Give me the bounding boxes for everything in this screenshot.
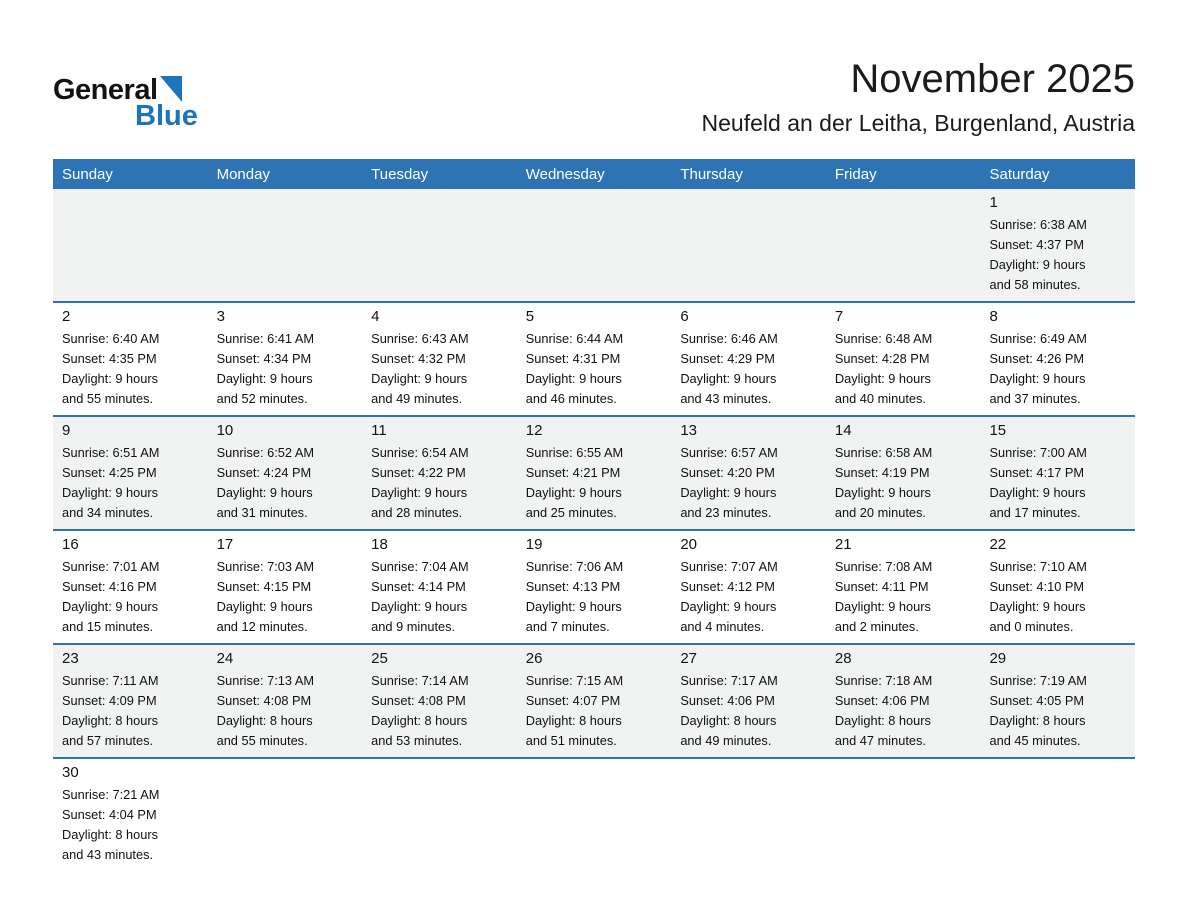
day-number: 28 [834,650,852,667]
day-cell-1 [980,189,1135,301]
day-cell-10 [208,417,363,529]
sunrise-text: Sunrise: 7:18 AM [834,673,933,688]
week-row-5 [53,643,1135,757]
sunset-text: Sunset: 4:31 PM [525,351,621,366]
daylight-text-line1: Daylight: 9 hours [525,485,622,500]
daylight-text-line2: and 40 minutes. [834,391,926,406]
day-number: 8 [989,308,998,325]
weekday-header-monday: Monday [216,165,270,183]
day-cell-2 [53,303,208,415]
day-number: 15 [989,422,1007,439]
sunset-text: Sunset: 4:35 PM [62,351,157,366]
day-cell-24 [208,645,363,757]
daylight-text-line2: and 58 minutes. [989,277,1081,292]
day-cell-20 [671,531,826,643]
daylight-text-line2: and 43 minutes. [62,847,154,862]
location-subtitle: Neufeld an der Leitha, Burgenland, Austria [701,110,1135,136]
daylight-text-line2: and 15 minutes. [62,619,154,634]
daylight-text-line1: Daylight: 9 hours [834,371,931,386]
sunset-text: Sunset: 4:24 PM [216,465,312,480]
day-cell-11 [362,417,517,529]
day-cell-16 [53,531,208,643]
header-titles [702,56,1135,137]
day-number: 11 [371,422,387,439]
daylight-text-line1: Daylight: 9 hours [525,599,622,614]
day-number: 24 [216,650,234,667]
sunrise-text: Sunrise: 7:21 AM [62,787,160,802]
sunrise-text: Sunrise: 6:41 AM [216,331,315,346]
sunrise-text: Sunrise: 6:49 AM [989,331,1087,346]
week-row-3 [53,415,1135,529]
weekday-header-tuesday: Tuesday [371,165,429,183]
sunrise-text: Sunrise: 7:14 AM [371,673,469,688]
daylight-text-line2: and 17 minutes. [989,505,1081,520]
daylight-text-line2: and 46 minutes. [525,391,617,406]
daylight-text-line2: and 37 minutes. [989,391,1081,406]
weekday-header-row [53,159,1135,189]
day-number: 19 [525,536,543,553]
daylight-text-line1: Daylight: 9 hours [680,599,777,614]
daylight-text-line1: Daylight: 8 hours [62,713,159,728]
day-cell-13 [671,417,826,529]
empty-day-cell [980,759,1135,871]
sunset-text: Sunset: 4:14 PM [371,579,466,594]
day-cell-28 [826,645,981,757]
sunrise-text: Sunrise: 6:40 AM [62,331,160,346]
daylight-text-line1: Daylight: 9 hours [62,599,159,614]
week-row-4 [53,529,1135,643]
sunrise-text: Sunrise: 7:04 AM [371,559,469,574]
daylight-text-line2: and 4 minutes. [680,619,765,634]
day-cell-12 [517,417,672,529]
day-cell-27 [671,645,826,757]
sunrise-text: Sunrise: 6:44 AM [525,331,624,346]
daylight-text-line1: Daylight: 8 hours [62,827,159,842]
day-number: 29 [989,650,1007,667]
daylight-text-line1: Daylight: 9 hours [62,371,159,386]
day-number: 4 [371,308,380,325]
sunset-text: Sunset: 4:22 PM [371,465,466,480]
daylight-text-line1: Daylight: 9 hours [216,371,313,386]
sunset-text: Sunset: 4:29 PM [680,351,775,366]
daylight-text-line2: and 2 minutes. [834,619,919,634]
sunrise-text: Sunrise: 6:43 AM [371,331,469,346]
day-cell-29 [980,645,1135,757]
day-cell-5 [517,303,672,415]
empty-day-cell [362,759,517,871]
daylight-text-line1: Daylight: 9 hours [680,371,777,386]
day-number: 22 [989,536,1007,553]
daylight-text-line1: Daylight: 9 hours [371,599,468,614]
sunrise-text: Sunrise: 7:01 AM [62,559,160,574]
daylight-text-line2: and 52 minutes. [216,391,308,406]
day-number: 6 [680,308,689,325]
daylight-text-line2: and 45 minutes. [989,733,1081,748]
sunset-text: Sunset: 4:05 PM [989,693,1085,708]
day-cell-18 [362,531,517,643]
day-number: 3 [216,308,225,325]
day-cell-7 [826,303,981,415]
weekday-header-thursday: Thursday [680,165,743,183]
sunset-text: Sunset: 4:20 PM [680,465,775,480]
empty-day-cell [671,759,826,871]
day-number: 2 [62,308,71,325]
day-number: 27 [680,650,697,667]
empty-day-cell [362,189,517,301]
daylight-text-line1: Daylight: 8 hours [680,713,777,728]
day-number: 12 [525,422,543,439]
daylight-text-line2: and 53 minutes. [371,733,463,748]
daylight-text-line1: Daylight: 8 hours [834,713,931,728]
sunrise-text: Sunrise: 6:51 AM [62,445,160,460]
day-number: 18 [371,536,388,553]
day-cell-9 [53,417,208,529]
day-number: 26 [525,650,543,667]
daylight-text-line2: and 57 minutes. [62,733,154,748]
sunset-text: Sunset: 4:37 PM [989,237,1085,252]
empty-day-cell [671,189,826,301]
sunset-text: Sunset: 4:15 PM [216,579,312,594]
sunset-text: Sunset: 4:10 PM [989,579,1085,594]
day-number: 13 [680,422,697,439]
day-cell-30 [53,759,208,871]
day-number: 1 [989,194,998,211]
sunrise-text: Sunrise: 7:15 AM [525,673,624,688]
day-cell-21 [826,531,981,643]
daylight-text-line1: Daylight: 9 hours [834,599,931,614]
sunset-text: Sunset: 4:07 PM [525,693,621,708]
sunrise-text: Sunrise: 7:03 AM [216,559,315,574]
sunrise-text: Sunrise: 6:46 AM [680,331,778,346]
weekday-header-friday: Friday [834,165,877,183]
empty-day-cell [208,759,363,871]
day-cell-4 [362,303,517,415]
sunset-text: Sunset: 4:17 PM [989,465,1085,480]
day-cell-3 [208,303,363,415]
day-number: 25 [371,650,388,667]
sunset-text: Sunset: 4:25 PM [62,465,157,480]
calendar-weeks [53,189,1135,871]
sunset-text: Sunset: 4:13 PM [525,579,621,594]
day-cell-8 [980,303,1135,415]
daylight-text-line1: Daylight: 8 hours [989,713,1086,728]
daylight-text-line2: and 49 minutes. [371,391,463,406]
sunrise-text: Sunrise: 6:52 AM [216,445,315,460]
day-number: 17 [216,536,234,553]
day-cell-15 [980,417,1135,529]
daylight-text-line2: and 31 minutes. [216,505,308,520]
daylight-text-line2: and 25 minutes. [525,505,617,520]
daylight-text-line1: Daylight: 8 hours [371,713,468,728]
daylight-text-line1: Daylight: 9 hours [216,599,313,614]
sunrise-text: Sunrise: 7:10 AM [989,559,1087,574]
daylight-text-line1: Daylight: 8 hours [525,713,622,728]
day-number: 10 [216,422,234,439]
sunset-text: Sunset: 4:21 PM [525,465,621,480]
sunset-text: Sunset: 4:09 PM [62,693,157,708]
daylight-text-line1: Daylight: 9 hours [371,371,468,386]
sunrise-text: Sunrise: 6:48 AM [834,331,933,346]
day-cell-23 [53,645,208,757]
empty-day-cell [53,189,208,301]
week-row-6 [53,757,1135,871]
daylight-text-line1: Daylight: 9 hours [989,371,1086,386]
sunset-text: Sunset: 4:06 PM [680,693,775,708]
daylight-text-line2: and 55 minutes. [62,391,154,406]
weekday-header-sunday: Sunday [62,165,113,183]
day-cell-14 [826,417,981,529]
sunrise-text: Sunrise: 6:55 AM [525,445,624,460]
day-cell-19 [517,531,672,643]
daylight-text-line1: Daylight: 9 hours [989,599,1086,614]
logo-text-blue: Blue [135,100,198,132]
daylight-text-line2: and 9 minutes. [371,619,456,634]
sunrise-text: Sunrise: 6:58 AM [834,445,933,460]
sunset-text: Sunset: 4:34 PM [216,351,312,366]
daylight-text-line2: and 0 minutes. [989,619,1074,634]
daylight-text-line2: and 55 minutes. [216,733,308,748]
daylight-text-line2: and 20 minutes. [834,505,926,520]
sunset-text: Sunset: 4:08 PM [371,693,466,708]
sunrise-text: Sunrise: 7:19 AM [989,673,1087,688]
daylight-text-line1: Daylight: 8 hours [216,713,313,728]
logo-triangle-icon [160,76,182,102]
sunset-text: Sunset: 4:12 PM [680,579,775,594]
day-number: 9 [62,422,71,439]
daylight-text-line2: and 12 minutes. [216,619,308,634]
day-cell-25 [362,645,517,757]
day-number: 16 [62,536,79,553]
sunset-text: Sunset: 4:16 PM [62,579,157,594]
sunset-text: Sunset: 4:06 PM [834,693,930,708]
sunrise-text: Sunrise: 7:08 AM [834,559,933,574]
day-number: 14 [834,422,852,439]
daylight-text-line2: and 43 minutes. [680,391,772,406]
sunrise-text: Sunrise: 6:57 AM [680,445,778,460]
sunset-text: Sunset: 4:28 PM [834,351,930,366]
sunset-text: Sunset: 4:04 PM [62,807,157,822]
day-cell-26 [517,645,672,757]
sunset-text: Sunset: 4:19 PM [834,465,930,480]
daylight-text-line1: Daylight: 9 hours [680,485,777,500]
daylight-text-line1: Daylight: 9 hours [834,485,931,500]
daylight-text-line1: Daylight: 9 hours [989,485,1086,500]
daylight-text-line1: Daylight: 9 hours [62,485,159,500]
daylight-text-line2: and 51 minutes. [525,733,617,748]
empty-day-cell [826,189,981,301]
sunrise-text: Sunrise: 7:13 AM [216,673,315,688]
sunrise-text: Sunrise: 7:07 AM [680,559,778,574]
empty-day-cell [208,189,363,301]
month-title: November 2025 [850,57,1135,101]
daylight-text-line2: and 34 minutes. [62,505,154,520]
logo-text-general: General [53,74,158,106]
empty-day-cell [517,759,672,871]
daylight-text-line1: Daylight: 9 hours [371,485,468,500]
sunrise-text: Sunrise: 6:54 AM [371,445,469,460]
day-number: 7 [834,308,844,325]
empty-day-cell [517,189,672,301]
daylight-text-line1: Daylight: 9 hours [989,257,1086,272]
sunrise-text: Sunrise: 7:11 AM [62,673,159,688]
day-number: 23 [62,650,79,667]
sunset-text: Sunset: 4:32 PM [371,351,466,366]
daylight-text-line1: Daylight: 9 hours [525,371,622,386]
daylight-text-line2: and 49 minutes. [680,733,772,748]
weekday-header-wednesday: Wednesday [525,165,605,183]
sunrise-text: Sunrise: 6:38 AM [989,217,1087,232]
day-cell-22 [980,531,1135,643]
weekday-header-saturday: Saturday [989,165,1050,183]
calendar-table [53,159,1135,871]
sunset-text: Sunset: 4:26 PM [989,351,1085,366]
day-number: 30 [62,764,79,781]
day-cell-6 [671,303,826,415]
week-row-2 [53,301,1135,415]
day-cell-17 [208,531,363,643]
empty-day-cell [826,759,981,871]
day-number: 20 [680,536,697,553]
sunrise-text: Sunrise: 7:00 AM [989,445,1087,460]
sunrise-text: Sunrise: 7:06 AM [525,559,624,574]
daylight-text-line2: and 23 minutes. [680,505,772,520]
daylight-text-line2: and 7 minutes. [525,619,610,634]
day-number: 21 [834,536,852,553]
daylight-text-line1: Daylight: 9 hours [216,485,313,500]
general-blue-logo [53,76,198,131]
week-row-1 [53,189,1135,301]
daylight-text-line2: and 28 minutes. [371,505,463,520]
day-number: 5 [525,308,535,325]
daylight-text-line2: and 47 minutes. [834,733,926,748]
sunset-text: Sunset: 4:08 PM [216,693,312,708]
sunset-text: Sunset: 4:11 PM [834,579,929,594]
sunrise-text: Sunrise: 7:17 AM [680,673,778,688]
